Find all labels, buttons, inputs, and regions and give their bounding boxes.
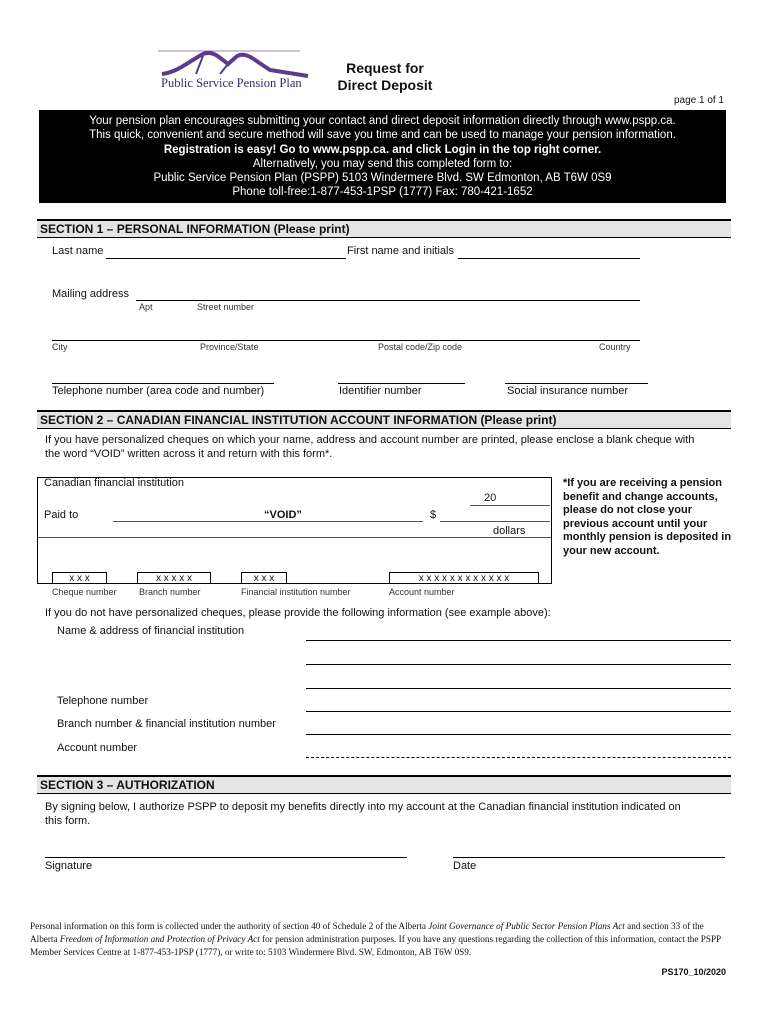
banner-line-4: Alternatively, you may send this completed form to:	[252, 157, 513, 170]
fi-name-address-label: Name & address of financial institution	[57, 625, 245, 637]
banner-line-3: Registration is easy! Go to www.pspp.ca. and click Login in the top right corner.	[163, 143, 602, 156]
account-number-caption: Account number	[389, 587, 455, 597]
branch-number-caption: Branch number	[139, 587, 201, 597]
logo-text: Public Service Pension Plan	[161, 76, 302, 90]
telephone-field[interactable]	[52, 383, 274, 384]
intro-line-2: the word “VOID” written across it and return with this form*.	[45, 448, 333, 460]
cheque-institution-label: Canadian financial institution	[44, 477, 185, 489]
section-3-heading: SECTION 3 – AUTHORIZATION	[37, 775, 731, 794]
privacy-part-2: and section 33 of the Alberta	[30, 921, 704, 944]
section-1-heading: SECTION 1 – PERSONAL INFORMATION (Please print)	[37, 219, 731, 238]
section-2-heading: SECTION 2 – CANADIAN FINANCIAL INSTITUTION ACCOUNT INFORMATION (Please print)	[37, 410, 731, 429]
cheque-payee-line	[113, 521, 423, 522]
identifier-field[interactable]	[338, 383, 465, 384]
last-name-field[interactable]	[106, 258, 346, 259]
fi-name-address-field-1[interactable]	[306, 640, 731, 641]
privacy-part-1: Personal information on this form is collected under the authority of section 40 of Schedule 2 of the Alberta	[30, 921, 429, 931]
sin-label: Social insurance number	[507, 385, 629, 397]
account-field[interactable]	[306, 757, 731, 758]
authorization-line-1: By signing below, I authorize PSPP to deposit my benefits directly into my account at the Canadian financial institution indicated on	[45, 801, 681, 813]
cheque-number-caption: Cheque number	[52, 587, 117, 597]
cheque-paid-to: Paid to	[44, 509, 79, 521]
banner-line-6: Phone toll-free:1-877-453-1PSP (1777) Fax: 780-421-1652	[232, 186, 533, 199]
privacy-part-3: for pension administration purposes. If you have any questions regarding the collection of this information, contact the PSPP Member Services Centre at 1-877-453-1PSP (1777), or write to: 5103 Windermere Blvd. SW, Edmonton, AB T6W 0S9.	[30, 934, 721, 957]
fi-number-box: x x x	[241, 572, 287, 584]
branch-fi-field[interactable]	[306, 734, 731, 735]
title-line-2: Direct Deposit	[337, 77, 433, 93]
account-label: Account number	[57, 742, 138, 754]
date-field[interactable]	[453, 857, 725, 858]
branch-number-box: x x x x x	[137, 572, 211, 584]
fi-name-address-field-3[interactable]	[306, 688, 731, 689]
banner-line-5: Public Service Pension Plan (PSPP) 5103 Windermere Blvd. SW Edmonton, AB T6W 0S9	[153, 172, 612, 185]
mailing-address-field[interactable]	[136, 300, 640, 301]
first-name-label: First name and initials	[347, 245, 454, 257]
branch-fi-label: Branch number & financial institution number	[57, 718, 276, 730]
sin-field[interactable]	[505, 383, 648, 384]
sample-cheque	[37, 477, 552, 584]
cheque-year: 20	[484, 492, 497, 504]
signature-label: Signature	[45, 860, 93, 872]
fi-name-address-field-2[interactable]	[306, 664, 731, 665]
banner-line-1: Your pension plan encourages submitting your contact and direct deposit information directly through www.pspp.ca.	[89, 115, 676, 127]
form-number: PS170_10/2020	[661, 967, 726, 977]
date-label: Date	[453, 860, 477, 872]
page-number: page 1 of 1	[673, 95, 724, 106]
cheque-amount-words-line	[38, 537, 551, 538]
authorization-text	[45, 800, 681, 828]
street-label: Street number	[197, 302, 255, 312]
banner-line-2: This quick, convenient and secure method will save you time and can be used to manage your pension information.	[89, 129, 676, 142]
no-cheque-instruction: If you do not have personalized cheques, please provide the following information (see example above):	[45, 607, 551, 619]
section-2-intro	[45, 433, 694, 461]
postal-label: Postal code/Zip code	[378, 342, 463, 352]
cheque-date-line	[470, 505, 550, 506]
title-line-1: Request for	[346, 60, 424, 76]
apt-label: Apt	[139, 302, 153, 312]
telephone-label: Telephone number (area code and number)	[52, 385, 265, 397]
province-label: Province/State	[200, 342, 259, 352]
cheque-void: “VOID”	[264, 509, 302, 521]
authorization-line-2: this form.	[45, 815, 91, 827]
privacy-act-2: Freedom of Information and Protection of Privacy Act	[59, 934, 260, 944]
account-number-box: x x x x x x x x x x x x	[389, 572, 539, 584]
city-label: City	[52, 342, 68, 352]
first-name-field[interactable]	[458, 258, 640, 259]
cheque-amount-line	[440, 521, 550, 522]
fi-telephone-label: Telephone number	[57, 695, 149, 707]
city-row-field[interactable]	[52, 340, 640, 341]
fi-telephone-field[interactable]	[306, 711, 731, 712]
privacy-act-1: Joint Governance of Public Sector Pension Plans Act	[428, 921, 625, 931]
fi-number-caption: Financial institution number	[241, 587, 351, 597]
intro-line-1: If you have personalized cheques on which your name, address and account number are printed, please enclose a blank cheque with	[45, 434, 695, 446]
account-change-note: *If you are receiving a pension benefit and change accounts, please do not close your previous account until your monthly pension is deposited in your new account.	[563, 477, 732, 557]
privacy-notice	[30, 920, 730, 959]
identifier-label: Identifier number	[339, 385, 422, 397]
cheque-dollar-sign: $	[430, 509, 437, 521]
form-title	[310, 60, 460, 94]
mailing-address-label: Mailing address	[52, 288, 130, 300]
info-banner	[39, 110, 726, 203]
country-label: Country	[599, 342, 631, 352]
cheque-number-box: x x x	[52, 572, 107, 584]
cheque-dollars: dollars	[493, 525, 526, 537]
last-name-label: Last name	[52, 245, 104, 257]
signature-field[interactable]	[45, 857, 407, 858]
